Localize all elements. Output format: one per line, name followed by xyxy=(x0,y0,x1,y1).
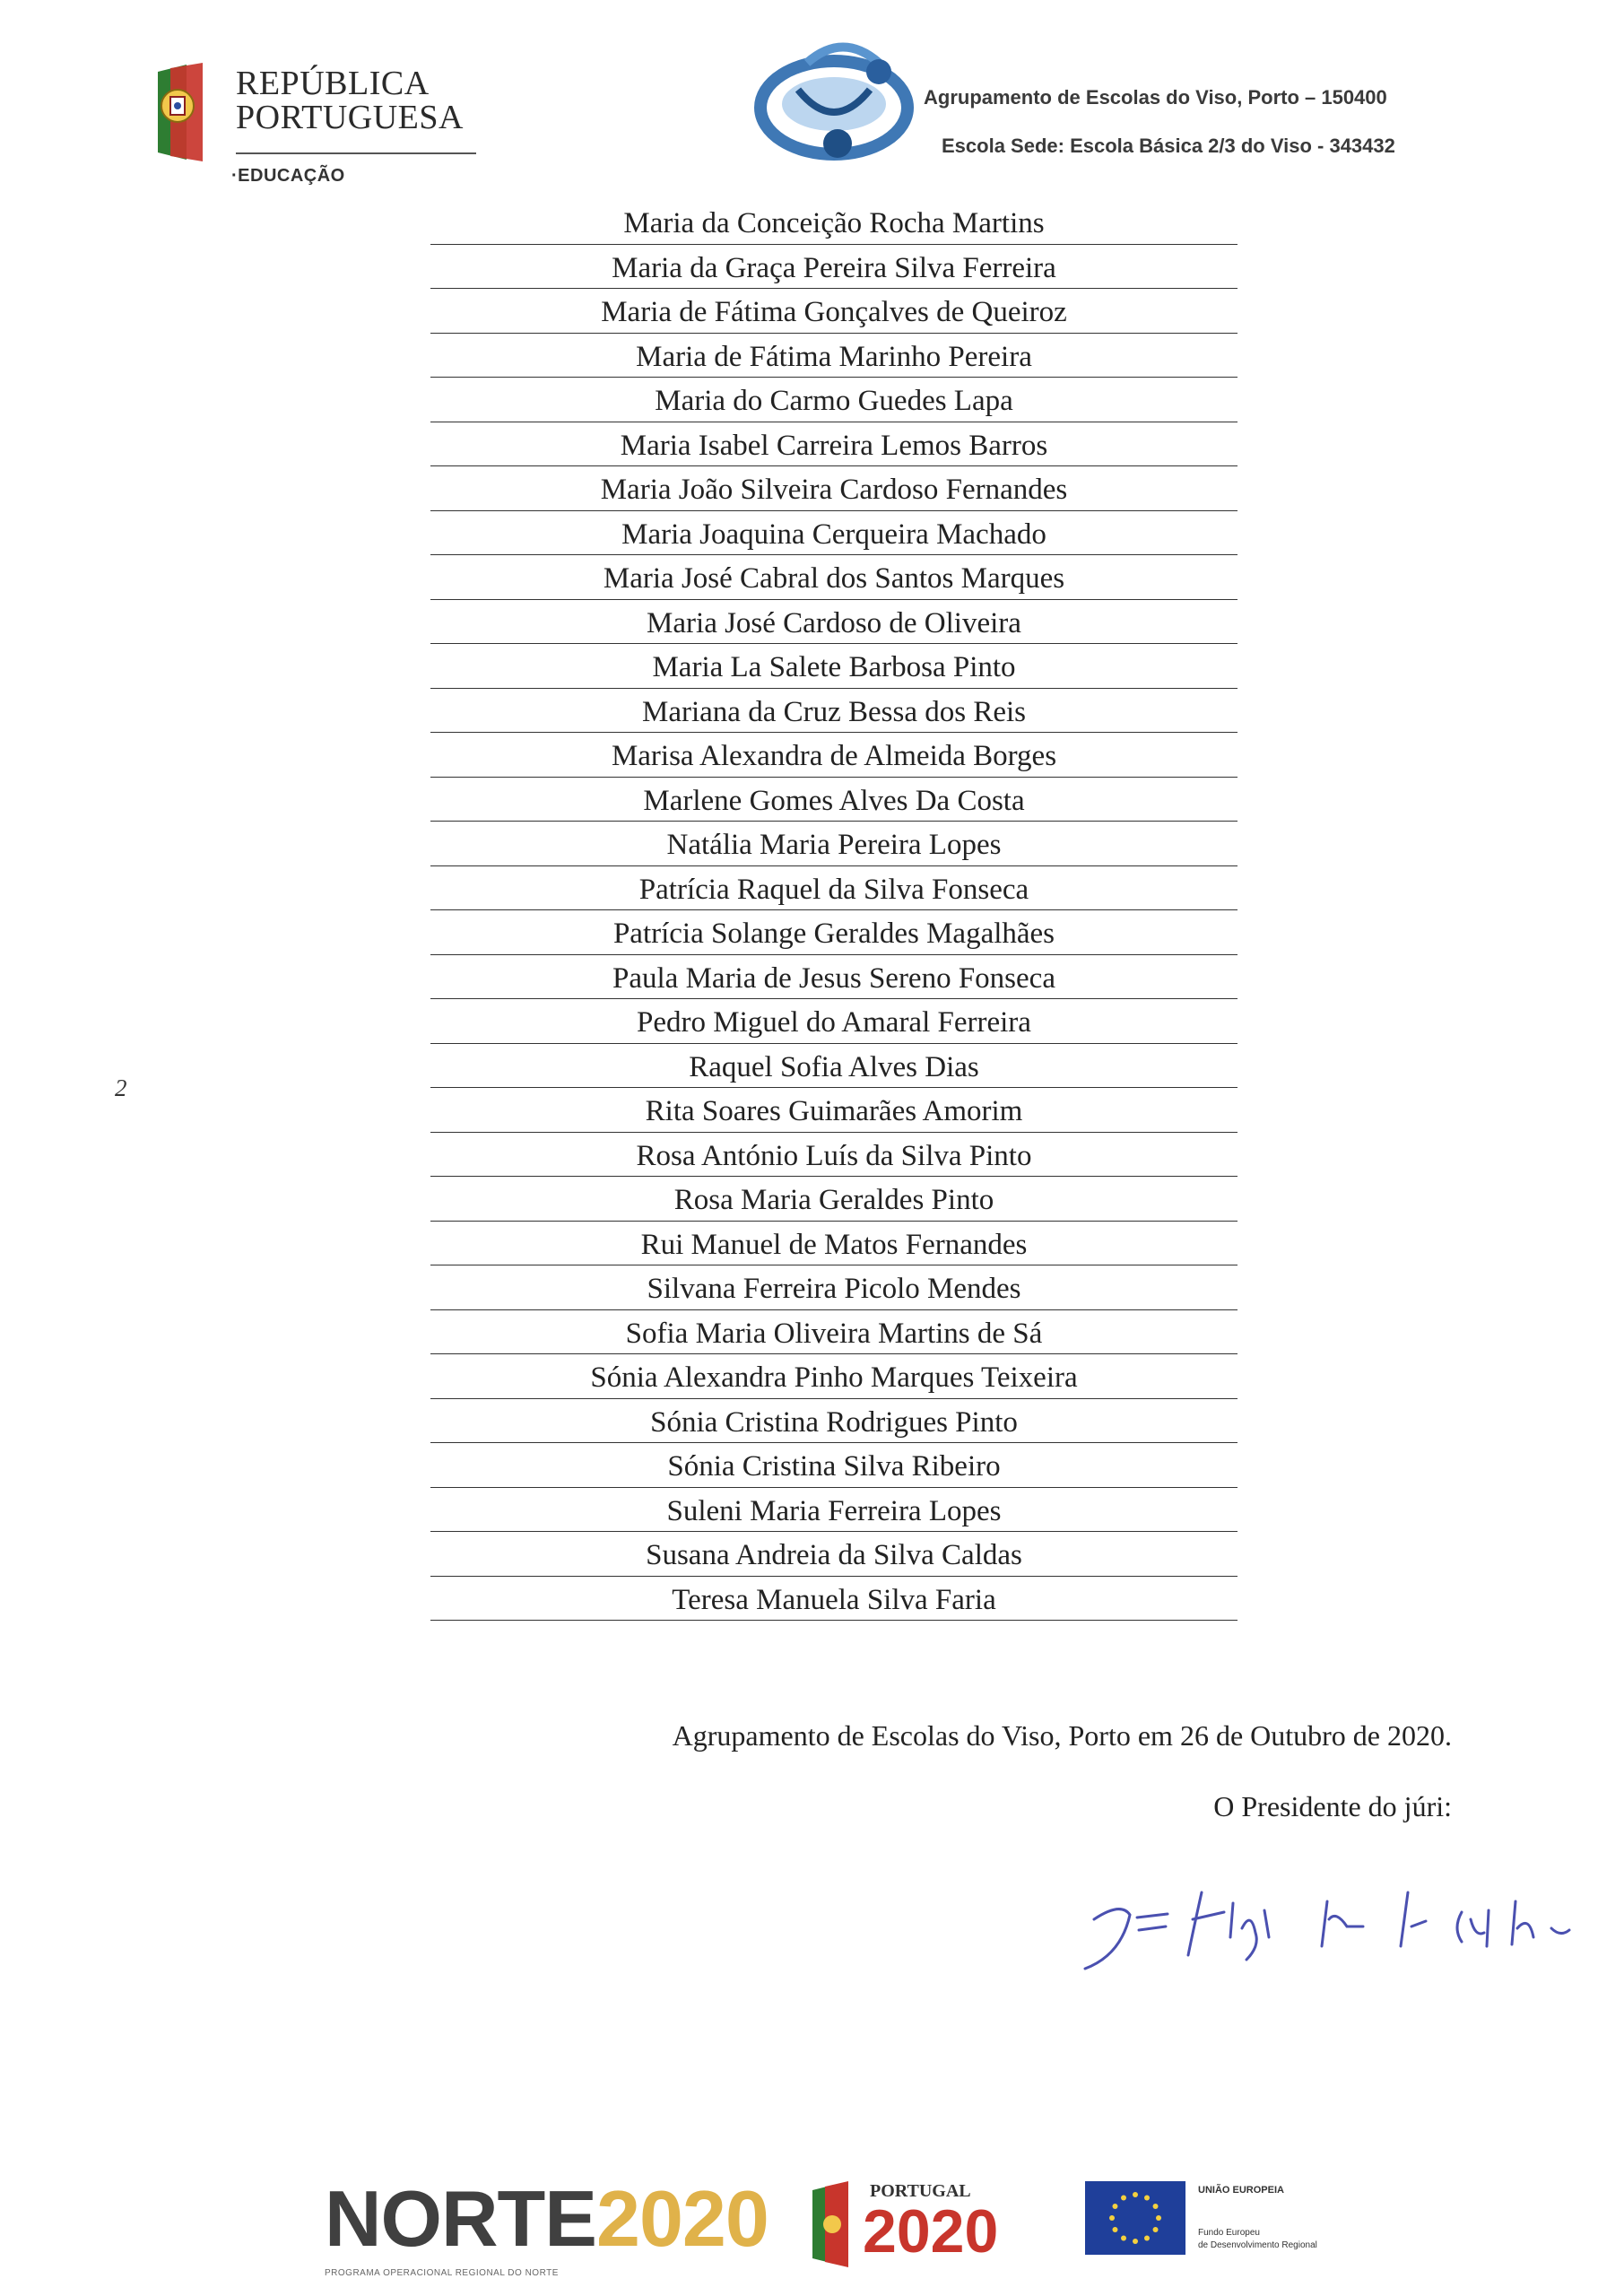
candidate-name-row: Maria de Fátima Marinho Pereira xyxy=(430,334,1238,378)
candidate-name-row: Patrícia Raquel da Silva Fonseca xyxy=(430,866,1238,911)
candidate-name-row: Rosa António Luís da Silva Pinto xyxy=(430,1133,1238,1178)
president-label: O Presidente do júri: xyxy=(1213,1790,1452,1822)
republic-title-line1: REPÚBLICA xyxy=(236,65,430,102)
candidate-name-row: Rui Manuel de Matos Fernandes xyxy=(430,1222,1238,1266)
candidate-name-row: Sónia Cristina Silva Ribeiro xyxy=(430,1443,1238,1488)
school-group-name: Agrupamento de Escolas do Viso, Porto – 150400 xyxy=(924,86,1387,109)
eu-fund-line2: de Desenvolvimento Regional xyxy=(1198,2240,1317,2250)
norte2020-logo-year: 2020 xyxy=(596,2174,769,2263)
eu-star-icon xyxy=(1133,2239,1138,2244)
ministry-label-text: EDUCAÇÃO xyxy=(238,166,345,186)
candidate-name-row: Maria José Cardoso de Oliveira xyxy=(430,600,1238,645)
candidate-name-row: Maria da Graça Pereira Silva Ferreira xyxy=(430,245,1238,290)
candidate-name-row: Maria de Fátima Gonçalves de Queiroz xyxy=(430,289,1238,334)
ministry-label: ·EDUCAÇÃO xyxy=(231,166,345,186)
eu-fund-line1: Fundo Europeu xyxy=(1198,2228,1260,2238)
candidate-name-row: Pedro Miguel do Amaral Ferreira xyxy=(430,999,1238,1044)
page-footer xyxy=(0,2135,1624,2296)
closing-place-date: Agrupamento de Escolas do Viso, Porto em 26 de Outubro de 2020. xyxy=(672,1719,1452,1752)
candidate-name-row: Sofia Maria Oliveira Martins de Sá xyxy=(430,1310,1238,1355)
republic-title-line2: PORTUGUESA xyxy=(236,99,464,136)
norte2020-logo-word: NORTE xyxy=(325,2174,596,2263)
candidate-name-row: Rosa Maria Geraldes Pinto xyxy=(430,1177,1238,1222)
candidate-name-row: Rita Soares Guimarães Amorim xyxy=(430,1088,1238,1133)
candidate-name-row: Silvana Ferreira Picolo Mendes xyxy=(430,1265,1238,1310)
portugal2020-flag-icon xyxy=(807,2178,870,2267)
eu-star-icon xyxy=(1153,2227,1159,2232)
page-number: 2 xyxy=(115,1074,127,1101)
norte2020-logo xyxy=(325,2174,769,2263)
eu-star-icon xyxy=(1112,2204,1117,2209)
handwritten-signature xyxy=(1067,1848,1623,1982)
candidate-name-row: Maria João Silveira Cardoso Fernandes xyxy=(430,466,1238,511)
candidate-names-list xyxy=(430,200,1238,1621)
candidate-name-row: Maria La Salete Barbosa Pinto xyxy=(430,644,1238,689)
eu-star-icon xyxy=(1121,2195,1126,2200)
candidate-name-row: Patrícia Solange Geraldes Magalhães xyxy=(430,910,1238,955)
candidate-name-row: Teresa Manuela Silva Faria xyxy=(430,1577,1238,1622)
republic-title xyxy=(236,66,464,135)
candidate-name-row: Raquel Sofia Alves Dias xyxy=(430,1044,1238,1089)
eu-star-icon xyxy=(1153,2204,1159,2209)
candidate-name-row: Maria do Carmo Guedes Lapa xyxy=(430,378,1238,422)
candidate-name-row: Maria Joaquina Cerqueira Machado xyxy=(430,511,1238,556)
candidate-name-row: Sónia Alexandra Pinho Marques Teixeira xyxy=(430,1354,1238,1399)
portugal-coat-of-arms-logo xyxy=(151,63,204,161)
candidate-name-row: Paula Maria de Jesus Sereno Fonseca xyxy=(430,955,1238,1000)
eu-star-icon xyxy=(1156,2215,1161,2221)
eu-star-icon xyxy=(1112,2227,1117,2232)
eu-star-icon xyxy=(1144,2195,1150,2200)
eu-flag-icon xyxy=(1085,2181,1185,2255)
republic-title-divider xyxy=(236,152,476,154)
candidate-name-row: Natália Maria Pereira Lopes xyxy=(430,822,1238,866)
page-header xyxy=(0,0,1624,206)
candidate-name-row: Maria José Cabral dos Santos Marques xyxy=(430,555,1238,600)
candidate-name-row: Susana Andreia da Silva Caldas xyxy=(430,1532,1238,1577)
school-group-logo xyxy=(744,36,924,170)
portugal2020-label: PORTUGAL xyxy=(870,2181,971,2201)
candidate-name-row: Marisa Alexandra de Almeida Borges xyxy=(430,733,1238,778)
eu-star-icon xyxy=(1121,2236,1126,2241)
eu-title: UNIÃO EUROPEIA xyxy=(1198,2185,1284,2196)
candidate-name-row: Marlene Gomes Alves Da Costa xyxy=(430,778,1238,822)
school-seat-name: Escola Sede: Escola Básica 2/3 do Viso - 343432 xyxy=(942,135,1395,157)
eu-star-icon xyxy=(1144,2236,1150,2241)
norte2020-subtitle: PROGRAMA OPERACIONAL REGIONAL DO NORTE xyxy=(325,2268,559,2278)
candidate-name-row: Sónia Cristina Rodrigues Pinto xyxy=(430,1399,1238,1444)
candidate-name-row: Maria Isabel Carreira Lemos Barros xyxy=(430,422,1238,467)
eu-star-icon xyxy=(1133,2192,1138,2197)
candidate-name-row: Suleni Maria Ferreira Lopes xyxy=(430,1488,1238,1533)
portugal2020-year: 2020 xyxy=(863,2197,999,2266)
candidate-name-row: Mariana da Cruz Bessa dos Reis xyxy=(430,689,1238,734)
candidate-name-row: Maria da Conceição Rocha Martins xyxy=(430,200,1238,245)
eu-star-icon xyxy=(1109,2215,1115,2221)
